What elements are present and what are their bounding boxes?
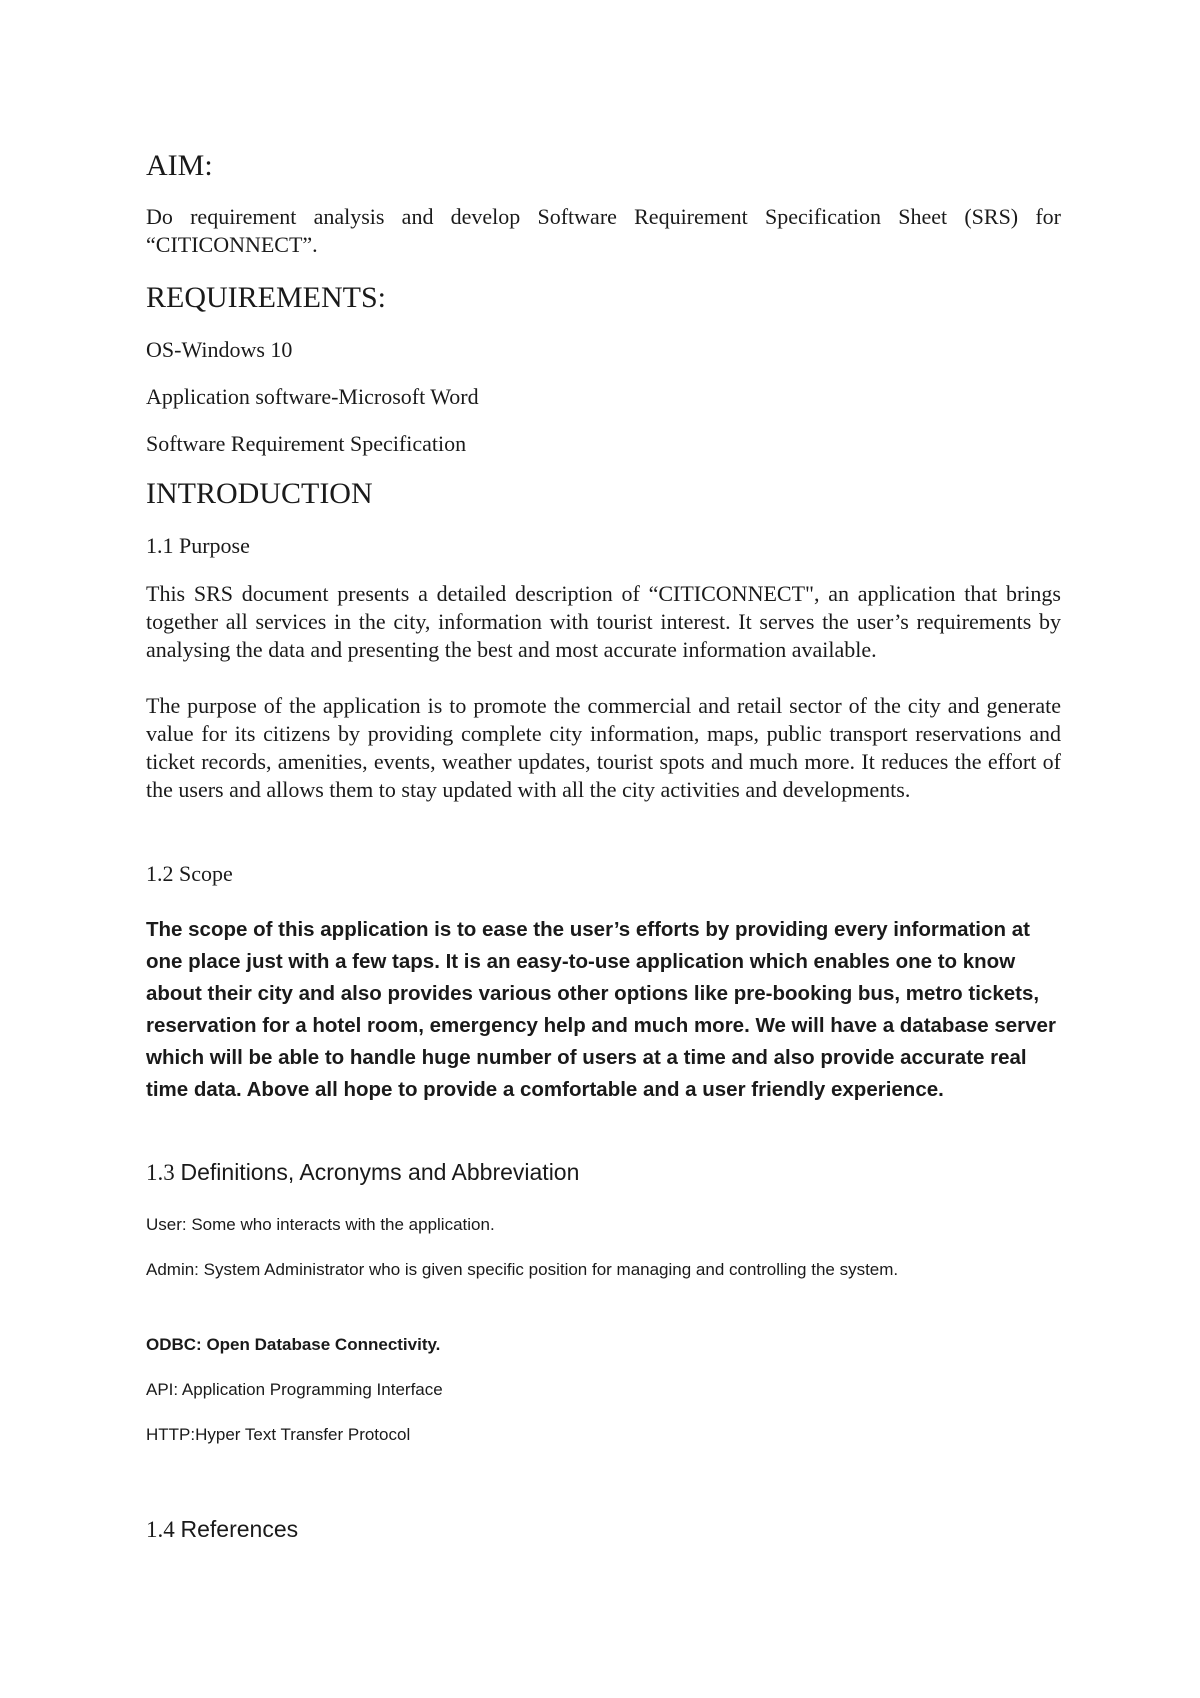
definition-term: API:	[146, 1380, 179, 1399]
requirements-heading: REQUIREMENTS:	[146, 281, 386, 314]
requirement-item: OS-Windows 10	[146, 337, 293, 362]
definition-desc: Open Database Connectivity.	[201, 1335, 441, 1354]
aim-text: Do requirement analysis and develop Software Requirement Specification Sheet (SRS) for “CITICONNECT”.	[146, 204, 1061, 257]
definition-term: HTTP:	[146, 1425, 196, 1444]
definition-term: User:	[146, 1215, 187, 1234]
references-title: References	[180, 1516, 299, 1542]
definition-desc: Hyper Text Transfer Protocol	[195, 1425, 411, 1444]
definition-term: ODBC:	[146, 1335, 202, 1354]
definitions-number: 1.3	[146, 1160, 175, 1185]
definitions-title: Definitions, Acronyms and Abbreviation	[180, 1159, 580, 1185]
purpose-heading: 1.1 Purpose	[146, 533, 250, 558]
definition-desc: Application Programming Interface	[178, 1380, 443, 1399]
purpose-paragraph-2: The purpose of the application is to promote the commercial and retail sector of the city and generate value for its citizens by providing complete city information, maps, public transport reservations and ticket records, amenities, events, weather updates, tourist spots and much more. It reduces the effort of the users and allows them to stay updated with all the city activities and developments.	[146, 693, 1061, 802]
definition-desc: Some who interacts with the application.	[186, 1215, 495, 1234]
requirement-item: Application software-Microsoft Word	[146, 384, 479, 409]
definition-item	[146, 1210, 1061, 1239]
definition-item	[146, 1420, 1061, 1449]
definitions-heading	[146, 1157, 1061, 1188]
scope-heading: 1.2 Scope	[146, 861, 233, 886]
definition-item	[146, 1375, 1061, 1404]
definition-item	[146, 1330, 1061, 1359]
scope-paragraph: The scope of this application is to ease the user’s efforts by providing every information at one place just with a few taps. It is an easy-to-use application which enables one to know about their city and also provides various other options like pre-booking bus, metro tickets, reservation for a hotel room, emergency help and much more. We will have a database server which will be able to handle huge number of users at a time and also provide accurate real time data. Above all hope to provide a comfortable and a user friendly experience.	[146, 918, 1056, 1101]
definition-term: Admin:	[146, 1260, 199, 1279]
aim-heading: AIM:	[146, 149, 213, 182]
definition-item	[146, 1255, 1061, 1284]
definition-desc: System Administrator who is given specific position for managing and controlling the system.	[198, 1260, 899, 1279]
requirement-item: Software Requirement Specification	[146, 431, 467, 456]
references-heading	[146, 1514, 1061, 1545]
introduction-heading: INTRODUCTION	[146, 477, 373, 510]
references-number: 1.4	[146, 1517, 175, 1542]
purpose-paragraph-1: This SRS document presents a detailed description of “CITICONNECT", an application that brings together all services in the city, information with tourist interest. It serves the user’s requirements by analysing the data and presenting the best and most accurate information available.	[146, 581, 1061, 662]
